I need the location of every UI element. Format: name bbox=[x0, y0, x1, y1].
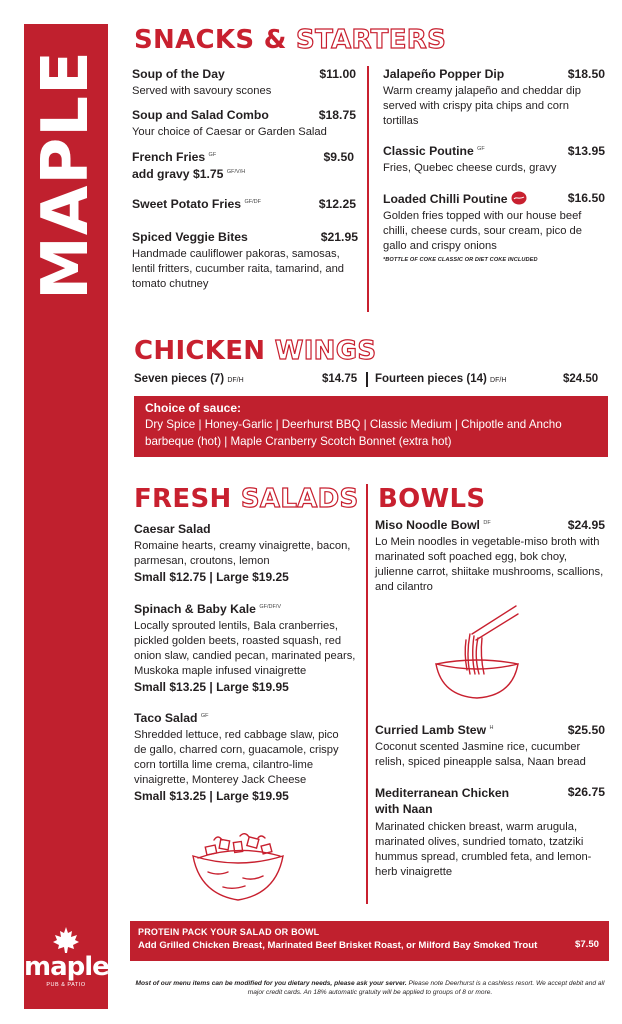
item-diet-tag: GF/DF/V bbox=[259, 603, 282, 610]
item-description: Marinated chicken breast, warm arugula, marinated olives, sundried tomato, tzatziki hummus spread, crumbled feta, and lemon-herb vinaigrette bbox=[375, 821, 592, 878]
salads-heading-outline: SALADS bbox=[240, 484, 359, 514]
item-name: Classic Poutine bbox=[383, 144, 474, 158]
menu-item bbox=[375, 723, 605, 770]
coke-badge-icon bbox=[511, 191, 527, 205]
menu-item bbox=[132, 230, 358, 292]
wings-heading-outline: WINGS bbox=[274, 336, 377, 366]
item-price: $18.75 bbox=[318, 108, 356, 122]
item-extra: add gravy $1.75 bbox=[132, 167, 224, 181]
protein-price: $7.50 bbox=[574, 939, 599, 950]
salads-heading bbox=[134, 484, 359, 514]
item-description: Shredded lettuce, red cabbage slaw, pico de gallo, charred corn, guacamole, crispy corn tortilla lime crema, cilantro-lime vinaigrette, Monterey Jack Cheese bbox=[134, 729, 339, 786]
menu-item bbox=[134, 602, 356, 694]
wings-divider bbox=[366, 372, 368, 387]
item-description: Locally sprouted lentils, Bala cranberries, pickled golden beets, roasted squash, red onion slaw, candied pecan, marinated pears, Muskoka maple infused vinaigrette bbox=[134, 620, 356, 677]
item-sizes: Small $13.25 | Large $19.95 bbox=[134, 789, 289, 803]
menu-item bbox=[375, 518, 605, 595]
footnote bbox=[134, 979, 606, 997]
item-price: $12.25 bbox=[318, 197, 356, 211]
menu-item bbox=[383, 144, 605, 176]
wings-seven-text: Seven pieces (7) bbox=[134, 373, 225, 385]
wings-fourteen-tag: DF/H bbox=[490, 377, 507, 384]
sauce-list: Dry Spice | Honey-Garlic | Deerhurst BBQ | Classic Medium | Chipotle and Ancho barbeque (hot) | Maple Cranberry Scotch Bonnet (extra hot) bbox=[145, 418, 562, 448]
item-description: Fries, Quebec cheese curds, gravy bbox=[383, 162, 557, 174]
item-diet-tag: GF/DF bbox=[244, 198, 261, 205]
item-name: Loaded Chilli Poutine bbox=[383, 192, 508, 206]
column-divider bbox=[367, 66, 369, 312]
salads-heading-solid: FRESH bbox=[134, 484, 232, 514]
snacks-heading-solid: SNACKS & bbox=[134, 25, 287, 55]
item-name: Spinach & Baby Kale bbox=[134, 602, 256, 616]
wings-seven-label bbox=[134, 373, 244, 385]
item-description: Handmade cauliflower pakoras, samosas, lentil fritters, cucumber raita, tamarind, and tomato chutney bbox=[132, 248, 345, 290]
item-name: Jalapeño Popper Dip bbox=[383, 67, 505, 81]
item-name: Caesar Salad bbox=[134, 522, 211, 536]
brand-vertical-name: MAPLE bbox=[29, 50, 103, 300]
item-sizes: Small $13.25 | Large $19.95 bbox=[134, 680, 289, 694]
item-description: Your choice of Caesar or Garden Salad bbox=[132, 126, 327, 138]
salad-bowl-icon bbox=[188, 832, 288, 904]
item-description: Romaine hearts, creamy vinaigrette, bacon, parmesan, croutons, lemon bbox=[134, 540, 351, 567]
wings-seven-tag: DF/H bbox=[227, 377, 244, 384]
item-price: $25.50 bbox=[567, 723, 605, 737]
bowls-heading: BOWLS bbox=[378, 484, 486, 514]
item-note: *BOTTLE OF COKE CLASSIC OR DIET COKE INCLUDED bbox=[383, 257, 538, 263]
item-price: $9.50 bbox=[323, 150, 354, 164]
menu-item bbox=[132, 108, 356, 140]
protein-box bbox=[130, 921, 609, 961]
footnote-rest: Please note Deerhurst is a cashless resort. We accept debit and all major credit cards. An 18% automatic gratuity will be applied to groups of 8 or more. bbox=[247, 980, 605, 996]
item-diet-tag: H bbox=[489, 724, 494, 731]
item-description: Golden fries topped with our house beef chilli, cheese curds, sour cream, pico de gallo and crispy onions bbox=[383, 210, 582, 252]
menu-item bbox=[132, 150, 354, 181]
item-price: $18.50 bbox=[567, 67, 605, 81]
sauce-box bbox=[134, 396, 608, 457]
item-extra-tag: GF/V/H bbox=[226, 168, 246, 175]
item-diet-tag: GF bbox=[208, 151, 217, 158]
item-diet-tag: GF bbox=[477, 145, 485, 152]
item-name: Sweet Potato Fries bbox=[132, 197, 242, 211]
item-diet-tag: DF bbox=[483, 519, 491, 526]
menu-item bbox=[375, 785, 605, 880]
item-description: Lo Mein noodles in vegetable-miso broth with marinated soft poached egg, bok choy, julienne carrot, shiitake mushrooms, scallions, and cilantro bbox=[375, 536, 604, 593]
column-divider bbox=[366, 484, 368, 904]
protein-description: Add Grilled Chicken Breast, Marinated Beef Brisket Roast, or Milford Bay Smoked Trout bbox=[138, 940, 538, 951]
item-price: $11.00 bbox=[319, 67, 356, 81]
item-price: $24.95 bbox=[567, 518, 605, 532]
protein-title: PROTEIN PACK YOUR SALAD OR BOWL bbox=[138, 927, 320, 937]
wings-fourteen-price: $24.50 bbox=[563, 373, 599, 385]
item-name: Curried Lamb Stew bbox=[375, 723, 487, 737]
noodle-bowl-icon bbox=[432, 604, 522, 700]
snacks-heading bbox=[134, 25, 446, 55]
wings-fourteen-label bbox=[375, 373, 506, 385]
footnote-bold: Most of our menu items can be modified for you dietary needs, please ask your server. bbox=[135, 980, 407, 987]
wings-heading-solid: CHICKEN bbox=[134, 336, 266, 366]
menu-item bbox=[134, 522, 352, 584]
logo-subtitle: PUB & PATIO bbox=[46, 982, 86, 988]
item-name: Miso Noodle Bowl bbox=[375, 518, 480, 532]
item-description: Served with savoury scones bbox=[132, 85, 272, 97]
item-name: Mediterranean Chicken with Naan bbox=[375, 786, 510, 816]
wings-fourteen-text: Fourteen pieces (14) bbox=[375, 373, 487, 385]
item-price: $16.50 bbox=[567, 191, 605, 205]
snacks-heading-outline: STARTERS bbox=[296, 25, 447, 55]
maple-leaf-icon bbox=[52, 926, 80, 954]
wings-seven-price: $14.75 bbox=[322, 373, 358, 385]
menu-item bbox=[132, 67, 356, 99]
wings-heading bbox=[134, 336, 376, 366]
sauce-title: Choice of sauce: bbox=[145, 401, 242, 415]
item-diet-tag: GF bbox=[200, 712, 209, 719]
item-price: $13.95 bbox=[567, 144, 605, 158]
item-price: $21.95 bbox=[320, 230, 358, 244]
menu-item bbox=[134, 711, 354, 803]
menu-item bbox=[383, 67, 605, 129]
item-sizes: Small $12.75 | Large $19.25 bbox=[134, 570, 289, 584]
item-description: Coconut scented Jasmine rice, cucumber relish, spiced pineapple salsa, Naan bread bbox=[375, 741, 586, 768]
item-name: Soup of the Day bbox=[132, 67, 225, 81]
item-description: Warm creamy jalapeño and cheddar dip served with crispy pita chips and corn tortillas bbox=[383, 85, 581, 127]
item-name: Soup and Salad Combo bbox=[132, 108, 269, 122]
logo-wordmark: maple bbox=[24, 952, 109, 982]
item-price: $26.75 bbox=[567, 785, 605, 799]
menu-item bbox=[132, 197, 356, 211]
item-name: Taco Salad bbox=[134, 711, 198, 725]
menu-item bbox=[383, 191, 605, 263]
item-name: Spiced Veggie Bites bbox=[132, 230, 248, 244]
item-name: French Fries bbox=[132, 150, 206, 164]
